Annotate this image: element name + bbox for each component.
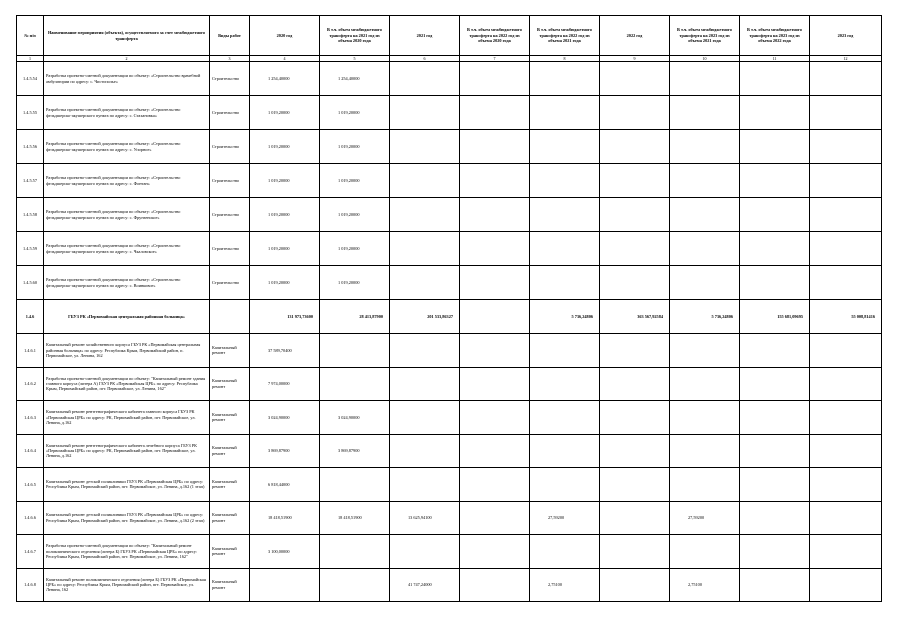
amount-cell [600, 266, 670, 300]
amount-cell: 27,59200 [530, 501, 600, 535]
column-number: 2 [44, 56, 210, 62]
amount-cell [600, 198, 670, 232]
column-header: 2023 год [810, 16, 882, 56]
column-number: 1 [17, 56, 44, 62]
row-number: 1.4.6.2 [17, 367, 44, 401]
column-number: 7 [460, 56, 530, 62]
row-number: 1.4.6 [17, 300, 44, 334]
activity-name: Капитальный ремонт детской поликлиники ГБУЗ РК «Первомайская ЦРБ» по адресу: Республика Крым, Первомайский район, пгт. Первомайское, ул. Ленина, д.162 (2 этап) [44, 501, 210, 535]
amount-cell [670, 96, 740, 130]
table-row [17, 266, 882, 300]
amount-cell [320, 334, 390, 368]
amount-cell [740, 266, 810, 300]
amount-cell [390, 96, 460, 130]
table-row [17, 62, 882, 96]
activity-name: Разработка проектно-сметной документации по объекту: "Капитальный ремонт здания главного корпуса (литера А) ГБУЗ РК «Первомайская ЦРБ» по адресу: Республика Крым, Первомайский район, пгт. Первомайское, ул. Ленина, 162" [44, 367, 210, 401]
table-row [17, 232, 882, 266]
work-type: Строительство [210, 232, 250, 266]
amount-cell [460, 568, 530, 602]
amount-cell: 7 974,00000 [250, 367, 320, 401]
amount-cell: 3 024,90000 [320, 401, 390, 435]
amount-cell [600, 401, 670, 435]
column-number: 4 [250, 56, 320, 62]
amount-cell [390, 434, 460, 468]
amount-cell [740, 434, 810, 468]
activity-name: Разработка проектно-сметной документации по объекту: "Капитальный ремонт поликлинического отделения (литера Б) ГБУЗ РК «Первомайская ЦРБ» по адресу: Республика Крым, Первомайский район, пгт. Первомайское, ул. Ленина, 162" [44, 535, 210, 569]
amount-cell: 2,75100 [670, 568, 740, 602]
amount-cell [460, 96, 530, 130]
amount-cell [670, 468, 740, 502]
amount-cell [670, 232, 740, 266]
column-header: В т.ч. объем межбюджетного трансферта на 2022 год из объема 2021 года [530, 16, 600, 56]
amount-cell [530, 334, 600, 368]
amount-cell [460, 434, 530, 468]
amount-cell: 27,59200 [670, 501, 740, 535]
amount-cell [320, 367, 390, 401]
amount-cell [740, 96, 810, 130]
column-header: В т.ч. объем межбюджетного трансферта на 2021 год из объема 2020 года [320, 16, 390, 56]
amount-cell: 18 418,51900 [250, 501, 320, 535]
amount-cell: 1 019,20000 [250, 164, 320, 198]
row-number: 1.4.6.4 [17, 434, 44, 468]
amount-cell [460, 300, 530, 334]
column-header: В т.ч. объем межбюджетного трансферта на 2023 год из объема 2021 года [670, 16, 740, 56]
amount-cell: 6 818,44000 [250, 468, 320, 502]
subtotal-row [17, 300, 882, 334]
amount-cell [810, 96, 882, 130]
amount-cell: 3 869,87900 [250, 434, 320, 468]
column-number: 8 [530, 56, 600, 62]
amount-cell [740, 535, 810, 569]
amount-cell [600, 130, 670, 164]
activity-name: Капитальный ремонт хозяйственного корпуса ГБУЗ РК «Первомайская центральная районная больница» по адресу: Республика Крым, Первомайский район, п. Первомайское, ул. Ленина, 162 [44, 334, 210, 368]
table-row [17, 164, 882, 198]
amount-cell [740, 367, 810, 401]
amount-cell: 28 413,87900 [320, 300, 390, 334]
amount-cell [390, 164, 460, 198]
work-type: Строительство [210, 62, 250, 96]
amount-cell: 3 869,87900 [320, 434, 390, 468]
amount-cell [600, 434, 670, 468]
amount-cell [460, 62, 530, 96]
amount-cell: 1 019,20000 [250, 198, 320, 232]
amount-cell [740, 568, 810, 602]
amount-cell [250, 568, 320, 602]
work-type: Строительство [210, 130, 250, 164]
amount-cell [810, 468, 882, 502]
amount-cell [530, 401, 600, 435]
amount-cell: 363 567,92584 [600, 300, 670, 334]
amount-cell [600, 501, 670, 535]
table-row [17, 468, 882, 502]
amount-cell [390, 468, 460, 502]
amount-cell [810, 164, 882, 198]
activity-name: Разработка проектно-сметной документации по объекту: «Строительство фельдшерско-акушерского пункта по адресу: с. Фрунзенское» [44, 198, 210, 232]
amount-cell [390, 198, 460, 232]
work-type: Капитальный ремонт [210, 434, 250, 468]
amount-cell [670, 334, 740, 368]
column-header: 2020 год [250, 16, 320, 56]
amount-cell [740, 130, 810, 164]
column-header: № п/п [17, 16, 44, 56]
amount-cell [740, 501, 810, 535]
amount-cell: 1 254,40000 [250, 62, 320, 96]
column-number: 10 [670, 56, 740, 62]
amount-cell [810, 501, 882, 535]
amount-cell [810, 62, 882, 96]
amount-cell [530, 164, 600, 198]
amount-cell [670, 535, 740, 569]
amount-cell [810, 232, 882, 266]
amount-cell [810, 130, 882, 164]
amount-cell [390, 535, 460, 569]
activity-name: Разработка проектно-сметной документации по объекту: «Строительство фельдшерско-акушерского пункта по адресу: с. Фонтан» [44, 164, 210, 198]
amount-cell [390, 401, 460, 435]
column-number: 5 [320, 56, 390, 62]
amount-cell [460, 334, 530, 368]
activity-name: Капитальный ремонт детской поликлиники ГБУЗ РК «Первомайская ЦРБ» по адресу: Республика Крым, Первомайский район, пгт. Первомайское, ул. Ленина, д.162 (1 этап) [44, 468, 210, 502]
amount-cell [810, 535, 882, 569]
amount-cell [460, 501, 530, 535]
amount-cell [530, 232, 600, 266]
table-row [17, 198, 882, 232]
column-number: 6 [390, 56, 460, 62]
amount-cell [740, 232, 810, 266]
row-number: 1.4.5.54 [17, 62, 44, 96]
table-row [17, 401, 882, 435]
activity-name: Капитальный ремонт рентгенографического кабинета главного корпуса ГБУЗ РК «Первомайская ЦРБ» по адресу: РК, Первомайский район, пгт. Первомайское, ул. Ленина, д.162 [44, 401, 210, 435]
amount-cell [460, 468, 530, 502]
amount-cell [810, 198, 882, 232]
work-type: Капитальный ремонт [210, 535, 250, 569]
table-row [17, 568, 882, 602]
column-header: 2022 год [600, 16, 670, 56]
table-row [17, 434, 882, 468]
row-number: 1.4.5.55 [17, 96, 44, 130]
amount-cell [670, 198, 740, 232]
amount-cell: 201 533,86327 [390, 300, 460, 334]
amount-cell [670, 130, 740, 164]
amount-cell [810, 367, 882, 401]
amount-cell [600, 232, 670, 266]
amount-cell: 1 019,20000 [250, 266, 320, 300]
amount-cell [810, 568, 882, 602]
amount-cell [740, 62, 810, 96]
work-type: Капитальный ремонт [210, 468, 250, 502]
amount-cell [320, 468, 390, 502]
amount-cell: 1 019,20000 [250, 232, 320, 266]
amount-cell [390, 367, 460, 401]
amount-cell: 13 625,94100 [390, 501, 460, 535]
amount-cell [740, 468, 810, 502]
amount-cell [670, 367, 740, 401]
row-number: 1.4.5.57 [17, 164, 44, 198]
amount-cell: 1 019,20000 [320, 164, 390, 198]
work-type: Капитальный ремонт [210, 501, 250, 535]
amount-cell: 5 736,24806 [530, 300, 600, 334]
amount-cell: 1 019,20000 [320, 198, 390, 232]
activity-name: Разработка проектно-сметной документации по объекту: «Строительство врачебной амбулатории по адресу: с. Чистополье» [44, 62, 210, 96]
amount-cell [530, 62, 600, 96]
column-header: В т.ч. объем межбюджетного трансферта на 2022 год из объема 2020 года [460, 16, 530, 56]
amount-cell [460, 164, 530, 198]
amount-cell [530, 434, 600, 468]
amount-cell [530, 266, 600, 300]
work-type: Капитальный ремонт [210, 568, 250, 602]
row-number: 1.4.6.6 [17, 501, 44, 535]
amount-cell: 155 681,09695 [740, 300, 810, 334]
amount-cell [600, 468, 670, 502]
column-header: В т.ч. объем межбюджетного трансферта на 2023 год из объема 2022 года [740, 16, 810, 56]
amount-cell [810, 401, 882, 435]
table-row [17, 334, 882, 368]
work-type: Капитальный ремонт [210, 367, 250, 401]
amount-cell [460, 198, 530, 232]
row-number: 1.4.6.1 [17, 334, 44, 368]
amount-cell [670, 266, 740, 300]
row-number: 1.4.5.59 [17, 232, 44, 266]
table-row [17, 367, 882, 401]
row-number: 1.4.6.3 [17, 401, 44, 435]
amount-cell [320, 568, 390, 602]
amount-cell [670, 164, 740, 198]
amount-cell [810, 334, 882, 368]
row-number: 1.4.5.60 [17, 266, 44, 300]
column-number: 9 [600, 56, 670, 62]
amount-cell [600, 568, 670, 602]
table-row [17, 130, 882, 164]
amount-cell [810, 434, 882, 468]
column-header: 2021 год [390, 16, 460, 56]
activity-name: Капитальный ремонт рентгенографического кабинета лечебного корпуса ГБУЗ РК «Первомайская ЦРБ» по адресу: РК, Первомайский район, пгт. Первомайское, ул. Ленина, д.162 [44, 434, 210, 468]
header-row [17, 16, 882, 56]
amount-cell [600, 367, 670, 401]
work-type: Капитальный ремонт [210, 401, 250, 435]
column-number: 3 [210, 56, 250, 62]
amount-cell [810, 266, 882, 300]
amount-cell: 1 019,20000 [320, 266, 390, 300]
amount-cell [460, 535, 530, 569]
activity-name: ГБУЗ РК «Первомайская центральная районная больница» [44, 300, 210, 334]
column-number: 11 [740, 56, 810, 62]
row-number: 1.4.5.56 [17, 130, 44, 164]
column-header: Виды работ [210, 16, 250, 56]
amount-cell: 5 736,24806 [670, 300, 740, 334]
column-number: 12 [810, 56, 882, 62]
row-number: 1.4.6.8 [17, 568, 44, 602]
amount-cell [600, 334, 670, 368]
table-row [17, 96, 882, 130]
amount-cell: 18 418,51900 [320, 501, 390, 535]
amount-cell [390, 130, 460, 164]
amount-cell [460, 266, 530, 300]
amount-cell [600, 164, 670, 198]
amount-cell [740, 164, 810, 198]
amount-cell [460, 367, 530, 401]
amount-cell [530, 96, 600, 130]
amount-cell [390, 232, 460, 266]
amount-cell [740, 401, 810, 435]
amount-cell [460, 401, 530, 435]
amount-cell [600, 96, 670, 130]
amount-cell [670, 401, 740, 435]
amount-cell: 1 254,40000 [320, 62, 390, 96]
amount-cell [670, 434, 740, 468]
amount-cell [390, 334, 460, 368]
amount-cell [390, 266, 460, 300]
work-type [210, 300, 250, 334]
work-type: Капитальный ремонт [210, 334, 250, 368]
amount-cell [530, 468, 600, 502]
activity-name: Разработка проектно-сметной документации по объекту: «Строительство фельдшерско-акушерского пункта по адресу: с. Чкаловское» [44, 232, 210, 266]
activity-name: Разработка проектно-сметной документации по объекту: «Строительство фельдшерско-акушерского пункта по адресу: с. Воинковое» [44, 266, 210, 300]
amount-cell [530, 130, 600, 164]
amount-cell: 3 024,90000 [250, 401, 320, 435]
column-header: Наименование мероприятия (объекта), осуществляемого за счет межбюджетного трансферта [44, 16, 210, 56]
amount-cell: 41 747,24000 [390, 568, 460, 602]
amount-cell: 1 019,20000 [320, 130, 390, 164]
amount-cell: 1 019,20000 [250, 130, 320, 164]
activity-name: Разработка проектно-сметной документации по объекту: «Строительство фельдшерско-акушерского пункта по адресу: с. Упорное» [44, 130, 210, 164]
amount-cell [460, 232, 530, 266]
amount-cell: 1 019,20000 [320, 232, 390, 266]
amount-cell [740, 334, 810, 368]
amount-cell [530, 535, 600, 569]
activity-name: Капитальный ремонт поликлинического отделения (литера Б) ГБУЗ РК «Первомайская ЦРБ» по адресу: Республика Крым, Первомайский район, пгт. Первомайское, ул. Ленина, 162 [44, 568, 210, 602]
table-row [17, 535, 882, 569]
work-type: Строительство [210, 266, 250, 300]
amount-cell: 55 008,81416 [810, 300, 882, 334]
amount-cell [670, 62, 740, 96]
investment-table [16, 15, 882, 602]
amount-cell [320, 535, 390, 569]
row-number: 1.4.5.58 [17, 198, 44, 232]
row-number: 1.4.6.7 [17, 535, 44, 569]
table-row [17, 501, 882, 535]
amount-cell [600, 62, 670, 96]
amount-cell [530, 367, 600, 401]
amount-cell [530, 198, 600, 232]
amount-cell: 1 019,20000 [250, 96, 320, 130]
amount-cell: 37 589,70400 [250, 334, 320, 368]
amount-cell [460, 130, 530, 164]
amount-cell: 131 973,73600 [250, 300, 320, 334]
work-type: Строительство [210, 164, 250, 198]
amount-cell [740, 198, 810, 232]
amount-cell: 2,75100 [530, 568, 600, 602]
amount-cell: 1 019,20000 [320, 96, 390, 130]
work-type: Строительство [210, 198, 250, 232]
activity-name: Разработка проектно-сметной документации по объекту: «Строительство фельдшерско-акушерского пункта по адресу: с. Стахановка» [44, 96, 210, 130]
row-number: 1.4.6.5 [17, 468, 44, 502]
amount-cell [600, 535, 670, 569]
amount-cell [390, 62, 460, 96]
work-type: Строительство [210, 96, 250, 130]
amount-cell: 3 100,00000 [250, 535, 320, 569]
